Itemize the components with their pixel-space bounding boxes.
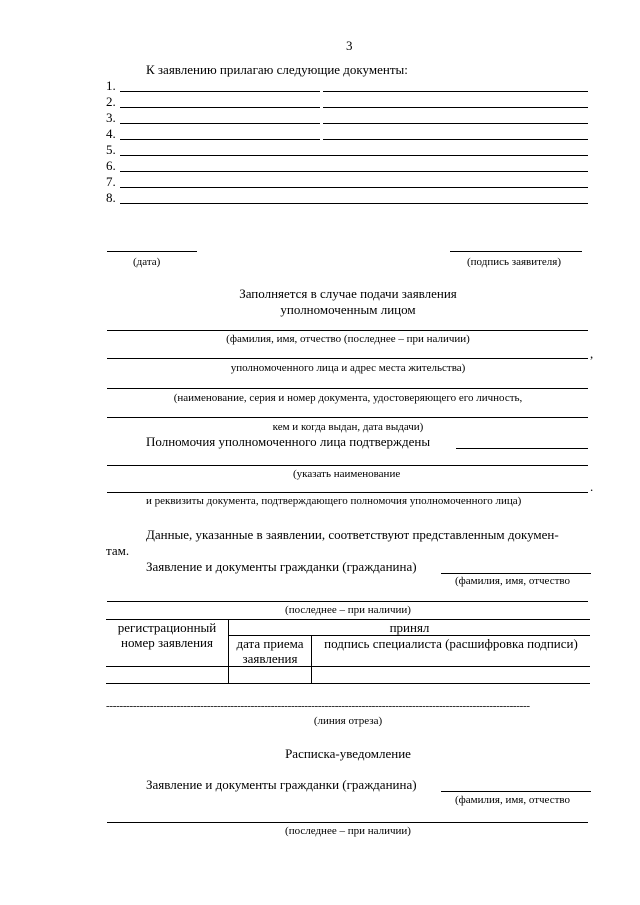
representative-fio-field[interactable] <box>107 330 588 331</box>
specialist-signature-cell[interactable] <box>312 667 591 684</box>
authority-caption: (указать наименование <box>293 468 401 480</box>
identity-document-field[interactable] <box>107 388 588 389</box>
accepted-fio-field-2[interactable] <box>107 601 588 602</box>
accepted-caption: (фамилия, имя, отчество <box>455 575 571 587</box>
list-item-number: 6. <box>106 158 116 173</box>
date-received-header <box>229 636 312 667</box>
list-item-number: 2. <box>106 94 116 109</box>
attachment-field-2a[interactable] <box>120 107 320 108</box>
receipt-title: Расписка-уведомление <box>285 746 411 761</box>
reg-number-header <box>106 620 229 667</box>
attachment-field-1b[interactable] <box>323 91 588 92</box>
receipt-fio-field-2[interactable] <box>107 822 588 823</box>
identity-issued-field[interactable] <box>107 417 588 418</box>
list-item-number: 4. <box>106 126 116 141</box>
reg-number-cell[interactable] <box>106 667 229 684</box>
attachment-field-3a[interactable] <box>120 123 320 124</box>
issued-caption: кем и когда выдан, дата выдачи) <box>272 421 424 433</box>
receipt-caption-2: (последнее – при наличии) <box>285 825 411 837</box>
attachment-field-1a[interactable] <box>120 91 320 92</box>
address-caption: уполномоченного лица и адрес места жительства) <box>230 362 466 374</box>
receipt-label: Заявление и документы гражданки (гражданина) <box>146 777 417 792</box>
authority-field[interactable] <box>456 448 588 449</box>
cut-line-caption: (линия отреза) <box>313 715 383 727</box>
authority-label: Полномочия уполномоченного лица подтверждены <box>146 434 431 449</box>
attachment-field-2b[interactable] <box>323 107 588 108</box>
receipt-fio-field[interactable] <box>441 791 591 792</box>
comma: , <box>590 346 594 361</box>
accepted-header: принял <box>229 620 591 636</box>
representative-subtitle: уполномоченным лицом <box>280 302 416 317</box>
list-item-number: 1. <box>106 78 116 93</box>
signature-caption: (подпись заявителя) <box>467 256 562 268</box>
accepted-label: Заявление и документы гражданки (гражданина) <box>146 559 417 574</box>
list-item-number: 5. <box>106 142 116 157</box>
receipt-caption: (фамилия, имя, отчество <box>455 794 571 806</box>
date-received-header-line2: заявления <box>242 651 298 666</box>
attachment-field-5[interactable] <box>120 155 588 156</box>
attachment-field-6[interactable] <box>120 171 588 172</box>
registration-table <box>106 619 590 684</box>
attachments-heading: К заявлению прилагаю следующие документы: <box>146 62 408 77</box>
period: . <box>590 479 594 494</box>
date-field[interactable] <box>107 251 197 252</box>
specialist-signature-header: подпись специалиста (расшифровка подписи) <box>324 636 578 651</box>
accepted-fio-field[interactable] <box>441 573 591 574</box>
attachment-field-8[interactable] <box>120 203 588 204</box>
attachment-field-4a[interactable] <box>120 139 320 140</box>
cut-line: ------------------------------------------------------------------------------------------------------------------------------ <box>106 700 530 712</box>
attachment-field-7[interactable] <box>120 187 588 188</box>
page-number: 3 <box>346 38 353 53</box>
list-item-number: 3. <box>106 110 116 125</box>
authority-field-3[interactable] <box>107 492 588 493</box>
list-item-number: 8. <box>106 190 116 205</box>
reg-number-header-line1: регистрационный <box>117 620 217 635</box>
list-item-number: 7. <box>106 174 116 189</box>
date-received-cell[interactable] <box>229 667 312 684</box>
fio-caption: (фамилия, имя, отчество (последнее – при наличии) <box>226 333 470 345</box>
accepted-caption-2: (последнее – при наличии) <box>285 604 411 616</box>
authority-field-2[interactable] <box>107 465 588 466</box>
identity-document-caption: (наименование, серия и номер документа, удостоверяющего его личность, <box>173 392 523 404</box>
applicant-signature-field[interactable] <box>450 251 582 252</box>
verification-text-line2: там. <box>106 543 130 558</box>
date-received-header-line1: дата приема <box>236 636 304 651</box>
attachment-field-3b[interactable] <box>323 123 588 124</box>
verification-text-line1: Данные, указанные в заявлении, соответствуют представленным докумен- <box>146 527 559 542</box>
representative-address-field[interactable] <box>107 358 588 359</box>
authority-caption-2: и реквизиты документа, подтверждающего полномочия уполномоченного лица) <box>146 495 522 507</box>
date-caption: (дата) <box>133 256 161 268</box>
representative-title: Заполняется в случае подачи заявления <box>239 286 457 301</box>
reg-number-header-line2: номер заявления <box>121 635 213 650</box>
attachment-field-4b[interactable] <box>323 139 588 140</box>
